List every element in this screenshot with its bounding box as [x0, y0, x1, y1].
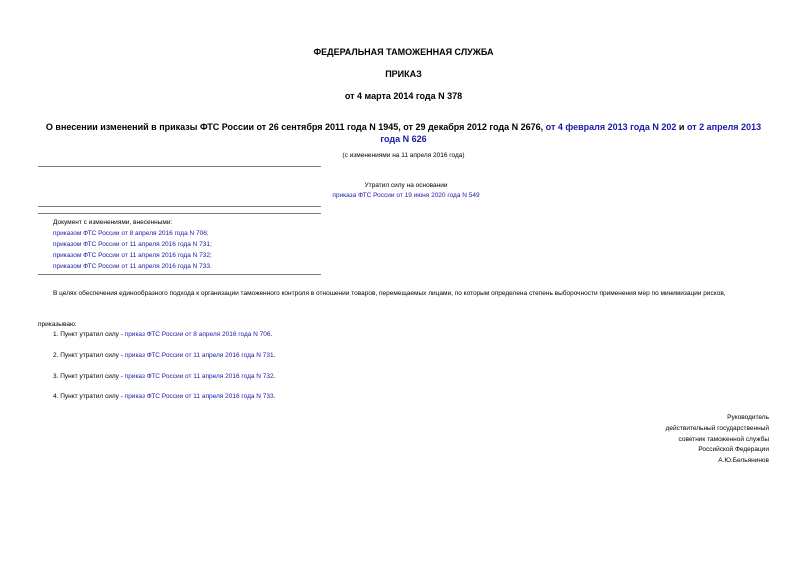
point-3: 3. Пункт утратил силу - приказ ФТС России от 11 апреля 2016 года N 732.: [53, 373, 276, 380]
repeal-note: [321, 181, 491, 201]
change-link-733[interactable]: приказом ФТС России от 11 апреля 2016 года N 733.: [53, 263, 212, 270]
agency-name: ФЕДЕРАЛЬНАЯ ТАМОЖЕННАЯ СЛУЖБА: [313, 47, 494, 57]
point-2-link[interactable]: приказ ФТС России от 11 апреля 2016 года N 731: [124, 352, 274, 359]
title-text: О внесении изменений в приказы ФТС России от 26 сентября 2011 года N 1945, от 29 декабря 2012 года N 2676,: [45, 122, 546, 132]
document-title: [36, 121, 771, 145]
signature-block: [666, 413, 769, 467]
repeal-link[interactable]: приказа ФТС России от 19 июня 2020 года N 549: [332, 192, 480, 199]
divider: [38, 166, 321, 167]
title-and: и: [676, 122, 687, 132]
point-1-link[interactable]: приказ ФТС России от 8 апреля 2016 года N 706: [124, 331, 271, 338]
divider: [38, 206, 321, 207]
document-type: ПРИКАЗ: [385, 69, 422, 79]
changes-heading: Документ с изменениями, внесенными:: [53, 219, 173, 226]
point-4: 4. Пункт утратил силу - приказ ФТС России от 11 апреля 2016 года N 733.: [53, 393, 276, 400]
change-link-732[interactable]: приказом ФТС России от 11 апреля 2016 года N 732;: [53, 252, 212, 259]
change-link-706[interactable]: приказом ФТС России от 8 апреля 2016 года N 706;: [53, 230, 209, 237]
signature-line: Руководитель: [727, 414, 769, 421]
signature-line: советник таможенной службы: [678, 435, 769, 443]
change-link-731[interactable]: приказом ФТС России от 11 апреля 2016 года N 731;: [53, 241, 212, 248]
title-link-202[interactable]: от 4 февраля 2013 года N 202: [545, 122, 677, 132]
point-2: 2. Пункт утратил силу - приказ ФТС России от 11 апреля 2016 года N 731.: [53, 352, 276, 359]
order-word: приказываю:: [38, 321, 77, 328]
signature-line: действительный государственный: [665, 424, 769, 432]
repeal-text: Утратил силу на основании: [364, 182, 448, 189]
changes-list: [53, 217, 212, 272]
preamble-paragraph: В целях обеспечения единообразного подхода к организации таможенного контроля в отношении товаров, перемещаемых лицами, по которым определена степень выборочности применения мер по минимизации рисков,: [53, 290, 726, 297]
point-3-link[interactable]: приказ ФТС России от 11 апреля 2016 года N 732: [124, 373, 274, 380]
document-date-number: от 4 марта 2014 года N 378: [344, 91, 463, 101]
point-1: 1. Пункт утратил силу - приказ ФТС России от 8 апреля 2016 года N 706.: [53, 331, 273, 338]
divider: [38, 213, 321, 214]
point-4-link[interactable]: приказ ФТС России от 11 апреля 2016 года N 733: [124, 393, 274, 400]
signature-line: Российской Федерации: [698, 446, 769, 454]
title-link-626[interactable]: от 2 апреля 2013 года N 626: [380, 122, 762, 144]
amended-note: (с изменениями на 11 апреля 2016 года): [342, 152, 465, 159]
signature-name: А.Ю.Бельянинов: [718, 457, 769, 465]
divider: [38, 274, 321, 275]
